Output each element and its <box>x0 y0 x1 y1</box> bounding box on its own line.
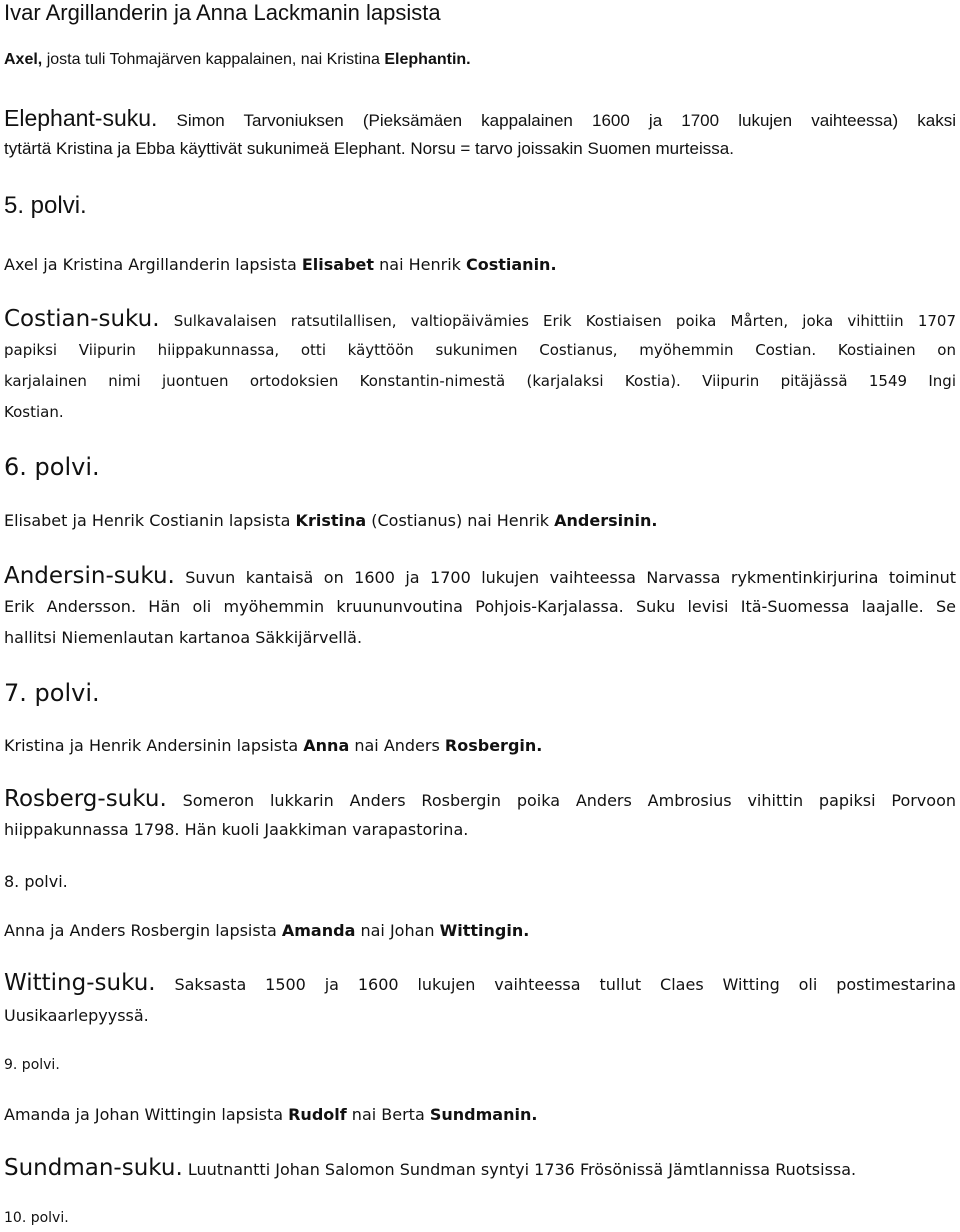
intro-spouse: Elephantin. <box>384 51 471 68</box>
gen5-child: Elisabet <box>301 255 375 274</box>
rosberg-line-1 <box>4 786 956 812</box>
sundman-line-1 <box>4 1155 956 1181</box>
andersin-line-3: hallitsi Niemenlautan kartanoa Säkkijärvellä. <box>4 628 363 647</box>
generation-9-line <box>4 1105 956 1124</box>
elephant-text-1: Simon Tarvoniuksen (Pieksämäen kappalainen 1600 ja 1700 lukujen vaihteessa) kaksi <box>157 111 956 130</box>
costian-heading: Costian-suku. <box>4 306 160 332</box>
generation-5-heading: 5. polvi. <box>4 192 87 219</box>
generation-8-line <box>4 921 956 940</box>
generation-6-line <box>4 511 956 530</box>
witting-line-2: Uusikaarlepyyssä. <box>4 1006 149 1025</box>
costian-line-2: papiksi Viipurin hiippakunnassa, otti käyttöön sukunimen Costianus, myöhemmin Costian. Kostiainen on <box>4 341 956 359</box>
gen6-spouse: Andersinin. <box>554 511 658 530</box>
generation-7-line <box>4 736 956 755</box>
gen7-spouse: Rosbergin. <box>444 736 543 755</box>
rosberg-line-2: hiippakunnassa 1798. Hän kuoli Jaakkiman varapastorina. <box>4 820 469 839</box>
rosberg-text-1: Someron lukkarin Anders Rosbergin poika Anders Ambrosius vihittin papiksi Porvoon <box>166 791 956 810</box>
page-title: Ivar Argillanderin ja Anna Lackmanin lapsista <box>4 0 441 25</box>
gen8-child: Amanda <box>281 921 356 940</box>
elephant-line-2: tytärtä Kristina ja Ebba käyttivät sukunimeä Elephant. Norsu = tarvo joissakin Suomen murteissa. <box>4 139 734 158</box>
andersin-heading: Andersin-suku. <box>4 563 175 589</box>
intro-line <box>4 51 956 69</box>
sundman-heading: Sundman-suku. <box>4 1155 183 1181</box>
gen7-mid: nai Anders <box>349 736 445 755</box>
gen5-spouse: Costianin. <box>465 255 557 274</box>
costian-line-3: karjalainen nimi juontuen ortodoksien Konstantin-nimestä (karjalaksi Kostia). Viipurin pitäjässä 1549 Ingi <box>4 372 956 390</box>
intro-text: josta tuli Tohmajärven kappalainen, nai Kristina <box>42 51 385 68</box>
intro-name: Axel, <box>4 51 43 68</box>
generation-7-heading: 7. polvi. <box>4 679 100 707</box>
witting-heading: Witting-suku. <box>4 970 156 996</box>
gen8-pre: Anna ja Anders Rosbergin lapsista <box>4 921 282 940</box>
generation-6-heading: 6. polvi. <box>4 453 100 481</box>
gen7-child: Anna <box>303 736 350 755</box>
costian-line-1 <box>4 306 956 332</box>
generation-9-heading: 9. polvi. <box>4 1057 60 1073</box>
gen8-mid: nai Johan <box>355 921 440 940</box>
elephant-line-1 <box>4 105 956 132</box>
gen8-spouse: Wittingin. <box>439 921 530 940</box>
andersin-line-2: Erik Andersson. Hän oli myöhemmin kruununvoutina Pohjois-Karjalassa. Suku levisi Itä-Suomessa laajalle. Se <box>4 597 956 616</box>
gen7-pre: Kristina ja Henrik Andersinin lapsista <box>4 736 304 755</box>
gen9-spouse: Sundmanin. <box>429 1105 538 1124</box>
witting-line-1 <box>4 970 956 996</box>
andersin-text-1: Suvun kantaisä on 1600 ja 1700 lukujen vaihteessa Narvassa rykmentinkirjurina toiminut <box>174 568 956 587</box>
rosberg-heading: Rosberg-suku. <box>4 786 167 812</box>
generation-10-heading: 10. polvi. <box>4 1210 69 1226</box>
gen9-child: Rudolf <box>288 1105 347 1124</box>
gen6-pre: Elisabet ja Henrik Costianin lapsista <box>4 511 296 530</box>
gen9-mid: nai Berta <box>346 1105 430 1124</box>
witting-text-1: Saksasta 1500 ja 1600 lukujen vaihteessa tullut Claes Witting oli postimestarina <box>155 975 956 994</box>
costian-line-4: Kostian. <box>4 403 64 421</box>
sundman-text-1: Luutnantti Johan Salomon Sundman syntyi 1736 Frösönissä Jämtlannissa Ruotsissa. <box>182 1160 857 1179</box>
generation-5-line <box>4 255 956 274</box>
gen5-mid: nai Henrik <box>374 255 466 274</box>
costian-text-1: Sulkavalaisen ratsutilallisen, valtiopäivämies Erik Kostiaisen poika Mårten, joka vihittiin 1707 <box>159 312 956 330</box>
generation-8-heading: 8. polvi. <box>4 872 68 891</box>
andersin-line-1 <box>4 563 956 589</box>
gen6-mid: (Costianus) nai Henrik <box>366 511 555 530</box>
gen9-pre: Amanda ja Johan Wittingin lapsista <box>4 1105 289 1124</box>
elephant-heading: Elephant-suku. <box>4 105 158 131</box>
gen6-child: Kristina <box>295 511 367 530</box>
gen5-pre: Axel ja Kristina Argillanderin lapsista <box>4 255 302 274</box>
